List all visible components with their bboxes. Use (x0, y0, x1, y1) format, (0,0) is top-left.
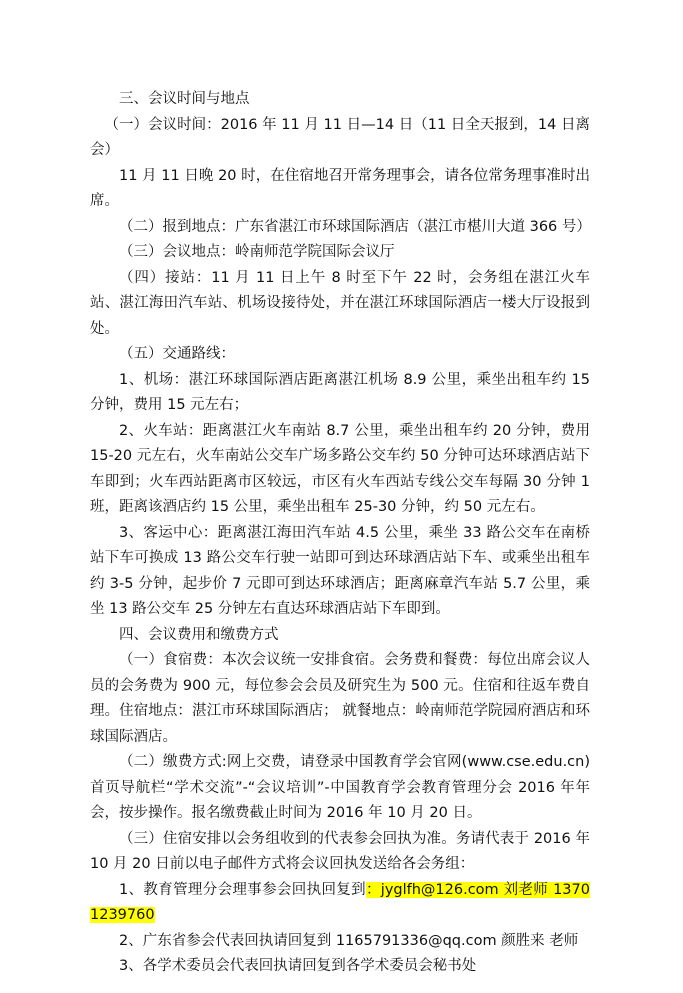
council-meeting-note: 11 月 11 日晚 20 时，在住宿地召开常务理事会，请各位常务理事准时出席。 (90, 167, 590, 209)
checkin-location: （二）报到地点：广东省湛江市环球国际酒店（湛江市椹川大道 366 号） (119, 218, 591, 235)
reply-1-contact-highlight[interactable]: ：jyglfh@126.com 刘老师 13701239760 (90, 881, 590, 923)
pickup-info: （四）接站：11 月 11 日上午 8 时至下午 22 时，会务组在湛江火车站、湛江海田汽车站、机场设接待处，并在湛江环球国际酒店一楼大厅设报到处。 (90, 269, 590, 337)
section-4-heading: 四、会议费用和缴费方式 (119, 626, 279, 643)
accommodation-paragraph: （三）住宿安排以会务组收到的代表参会回执为准。务请代表于 2016 年 10 月 20 日前以电子邮件方式将会议回执发送给各会务组： (90, 830, 590, 872)
reply-instruction-1 (90, 878, 590, 929)
reply-instruction-3: 3、各学术委员会代表回执请回复到各学术委员会秘书处 (119, 958, 477, 974)
reply-instruction-2: 2、广东省参会代表回执请回复到 1165791336@qq.com 颜胜来 老师 (119, 932, 579, 949)
transport-heading: （五）交通路线： (119, 346, 235, 362)
section-3-heading: 三、会议时间与地点 (119, 91, 250, 107)
reply-1-prefix: 1、教育管理分会理事参会回执回复到 (119, 881, 366, 898)
route-train: 2、火车站：距离湛江火车南站 8.7 公里，乘坐出租车约 20 分钟，费用 15-20 元左右，火车南站公交车广场多路公交车约 50 分钟可达环球酒店站下车即到；火车西站距离市区较远，市区有火车西站专线公交车每隔 30 分钟 1 班，距离该酒店约 15 公里，乘坐出租车 25-30 分钟，约 50 元左右。 (90, 422, 590, 515)
meeting-time: （一）会议时间：2016 年 11 月 11 日—14 日（11 日全天报到，14 日离会） (90, 116, 590, 158)
route-bus: 3、客运中心：距离湛江海田汽车站 4.5 公里，乘坐 33 路公交车在南桥站下车可换成 13 路公交车行驶一站即可到达环球酒店站下车、或乘坐出租车约 3-5 分钟，起步价 7 元即可到达环球酒店；距离麻章汽车站 5.7 公里，乘坐 13 路公交车 25 分钟左右直达环球酒店站下车即到。 (90, 524, 590, 617)
text-block-1 (90, 87, 590, 980)
fees-paragraph: （一）食宿费：本次会议统一安排食宿。会务费和餐费：每位出席会议人员的会务费为 900 元，每位参会会员及研究生为 500 元。住宿和往返车费自理。住宿地点：湛江市环球国际酒店； 就餐地点：岭南师范学院园府酒店和环球国际酒店。 (90, 652, 590, 745)
route-airport: 1、机场：湛江环球国际酒店距离湛江机场 8.9 公里，乘坐出租车约 15 分钟，费用 15 元左右； (90, 371, 590, 413)
meeting-venue: （三）会议地点：岭南师范学院国际会议厅 (119, 244, 395, 260)
payment-paragraph: （二）缴费方式:网上交费，请登录中国教育学会官网(www.cse.edu.cn)首页导航栏“学术交流”-“会议培训”-中国教育学会教育管理分会 2016 年年会，按步操作。报名缴费截止时间为 2016 年 10 月 20 日。 (90, 754, 590, 821)
